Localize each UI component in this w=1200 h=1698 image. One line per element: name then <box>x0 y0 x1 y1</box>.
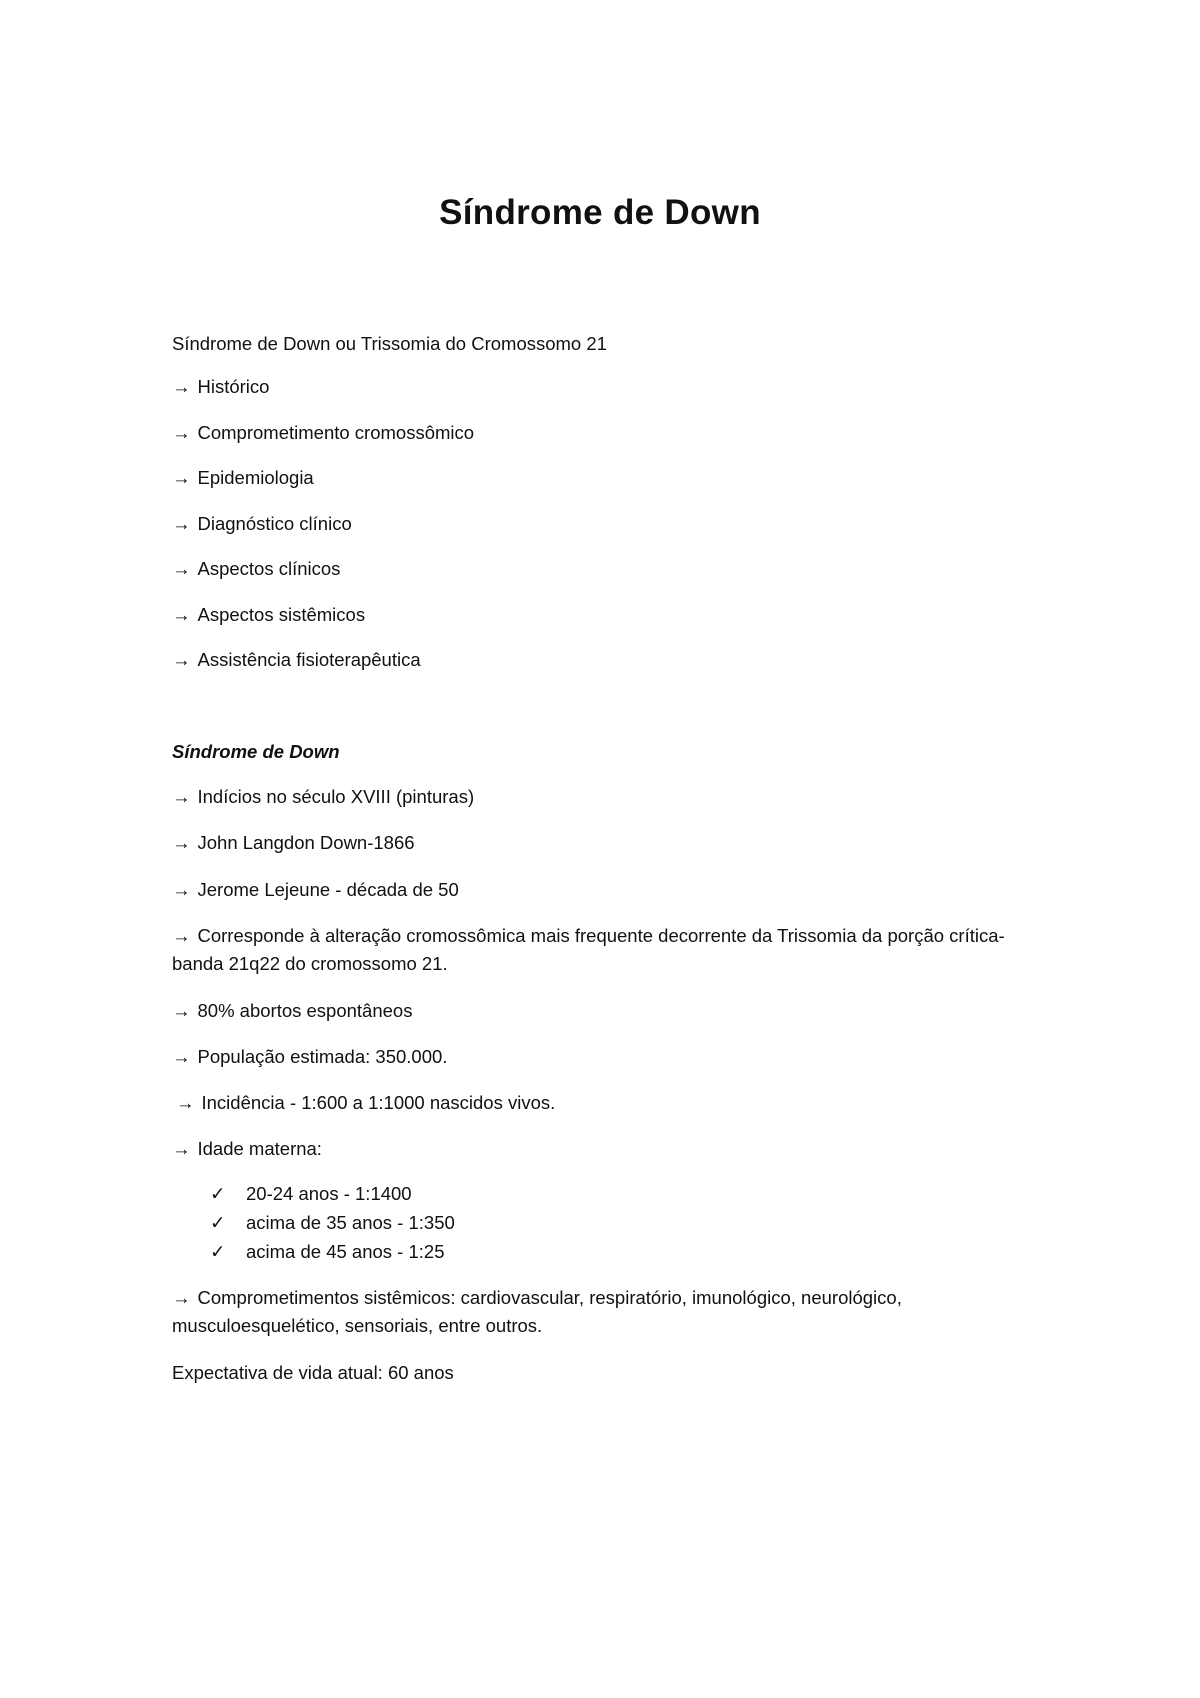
systemic-text: Comprometimentos sistêmicos: cardiovascular, respiratório, imunológico, neurológico, musculoesquelético, sensoriais, entre outros. <box>172 1287 902 1336</box>
document-title: Síndrome de Down <box>439 193 761 232</box>
check-item <box>210 1209 455 1237</box>
check-icon: ✓ <box>210 1183 226 1204</box>
topic-label: Aspectos clínicos <box>197 558 341 579</box>
section-item <box>172 829 415 857</box>
check-item-text: acima de 45 anos - 1:25 <box>246 1241 445 1262</box>
section-item-text: Indícios no século XVIII (pinturas) <box>197 786 475 807</box>
systemic-item <box>172 1284 1032 1340</box>
topic-item <box>172 373 269 401</box>
section-item-text: População estimada: 350.000. <box>197 1046 448 1067</box>
arrow-icon: → <box>172 422 191 443</box>
arrow-icon: → <box>172 558 191 579</box>
arrow-icon: → <box>172 604 191 625</box>
section-item <box>172 876 459 904</box>
life-expectancy: Expectativa de vida atual: 60 anos <box>172 1362 454 1383</box>
topic-label: Diagnóstico clínico <box>197 513 352 534</box>
topic-item <box>172 419 474 447</box>
intro-line: Síndrome de Down ou Trissomia do Cromossomo 21 <box>172 333 607 354</box>
topic-item <box>172 464 314 492</box>
check-item <box>210 1180 412 1208</box>
topic-item <box>172 646 421 674</box>
arrow-icon: → <box>172 1000 191 1021</box>
section-item-text: Idade materna: <box>197 1138 322 1159</box>
arrow-icon: → <box>172 1138 191 1159</box>
check-icon: ✓ <box>210 1212 226 1233</box>
section-heading: Síndrome de Down <box>172 741 340 762</box>
topic-item <box>172 555 340 583</box>
arrow-icon: → <box>172 467 191 488</box>
topic-label: Comprometimento cromossômico <box>197 422 475 443</box>
arrow-icon: → <box>172 786 191 807</box>
topic-label: Histórico <box>197 376 270 397</box>
section-item <box>172 922 1032 978</box>
arrow-icon: → <box>172 649 191 670</box>
section-item-text: Corresponde à alteração cromossômica mais frequente decorrente da Trissomia da porção crítica-banda 21q22 do cromossomo 21. <box>172 925 1005 974</box>
section-item <box>176 1089 555 1117</box>
check-icon: ✓ <box>210 1241 226 1262</box>
section-item <box>172 783 474 811</box>
arrow-icon: → <box>172 1287 191 1308</box>
topic-label: Epidemiologia <box>197 467 314 488</box>
topic-label: Assistência fisioterapêutica <box>197 649 421 670</box>
topic-item <box>172 510 352 538</box>
check-item <box>210 1238 445 1266</box>
arrow-icon: → <box>176 1092 195 1113</box>
topic-item <box>172 601 365 629</box>
section-item-text: Incidência - 1:600 a 1:1000 nascidos vivos. <box>201 1092 556 1113</box>
check-item-text: 20-24 anos - 1:1400 <box>246 1183 412 1204</box>
arrow-icon: → <box>172 513 191 534</box>
topic-label: Aspectos sistêmicos <box>197 604 366 625</box>
check-item-text: acima de 35 anos - 1:350 <box>246 1212 455 1233</box>
arrow-icon: → <box>172 879 191 900</box>
section-item-text: 80% abortos espontâneos <box>197 1000 413 1021</box>
arrow-icon: → <box>172 832 191 853</box>
arrow-icon: → <box>172 376 191 397</box>
section-item-text: Jerome Lejeune - década de 50 <box>197 879 459 900</box>
arrow-icon: → <box>172 925 191 946</box>
section-item-text: John Langdon Down-1866 <box>197 832 415 853</box>
arrow-icon: → <box>172 1046 191 1067</box>
section-item <box>172 1043 447 1071</box>
section-item <box>172 997 412 1025</box>
section-item <box>172 1135 322 1163</box>
